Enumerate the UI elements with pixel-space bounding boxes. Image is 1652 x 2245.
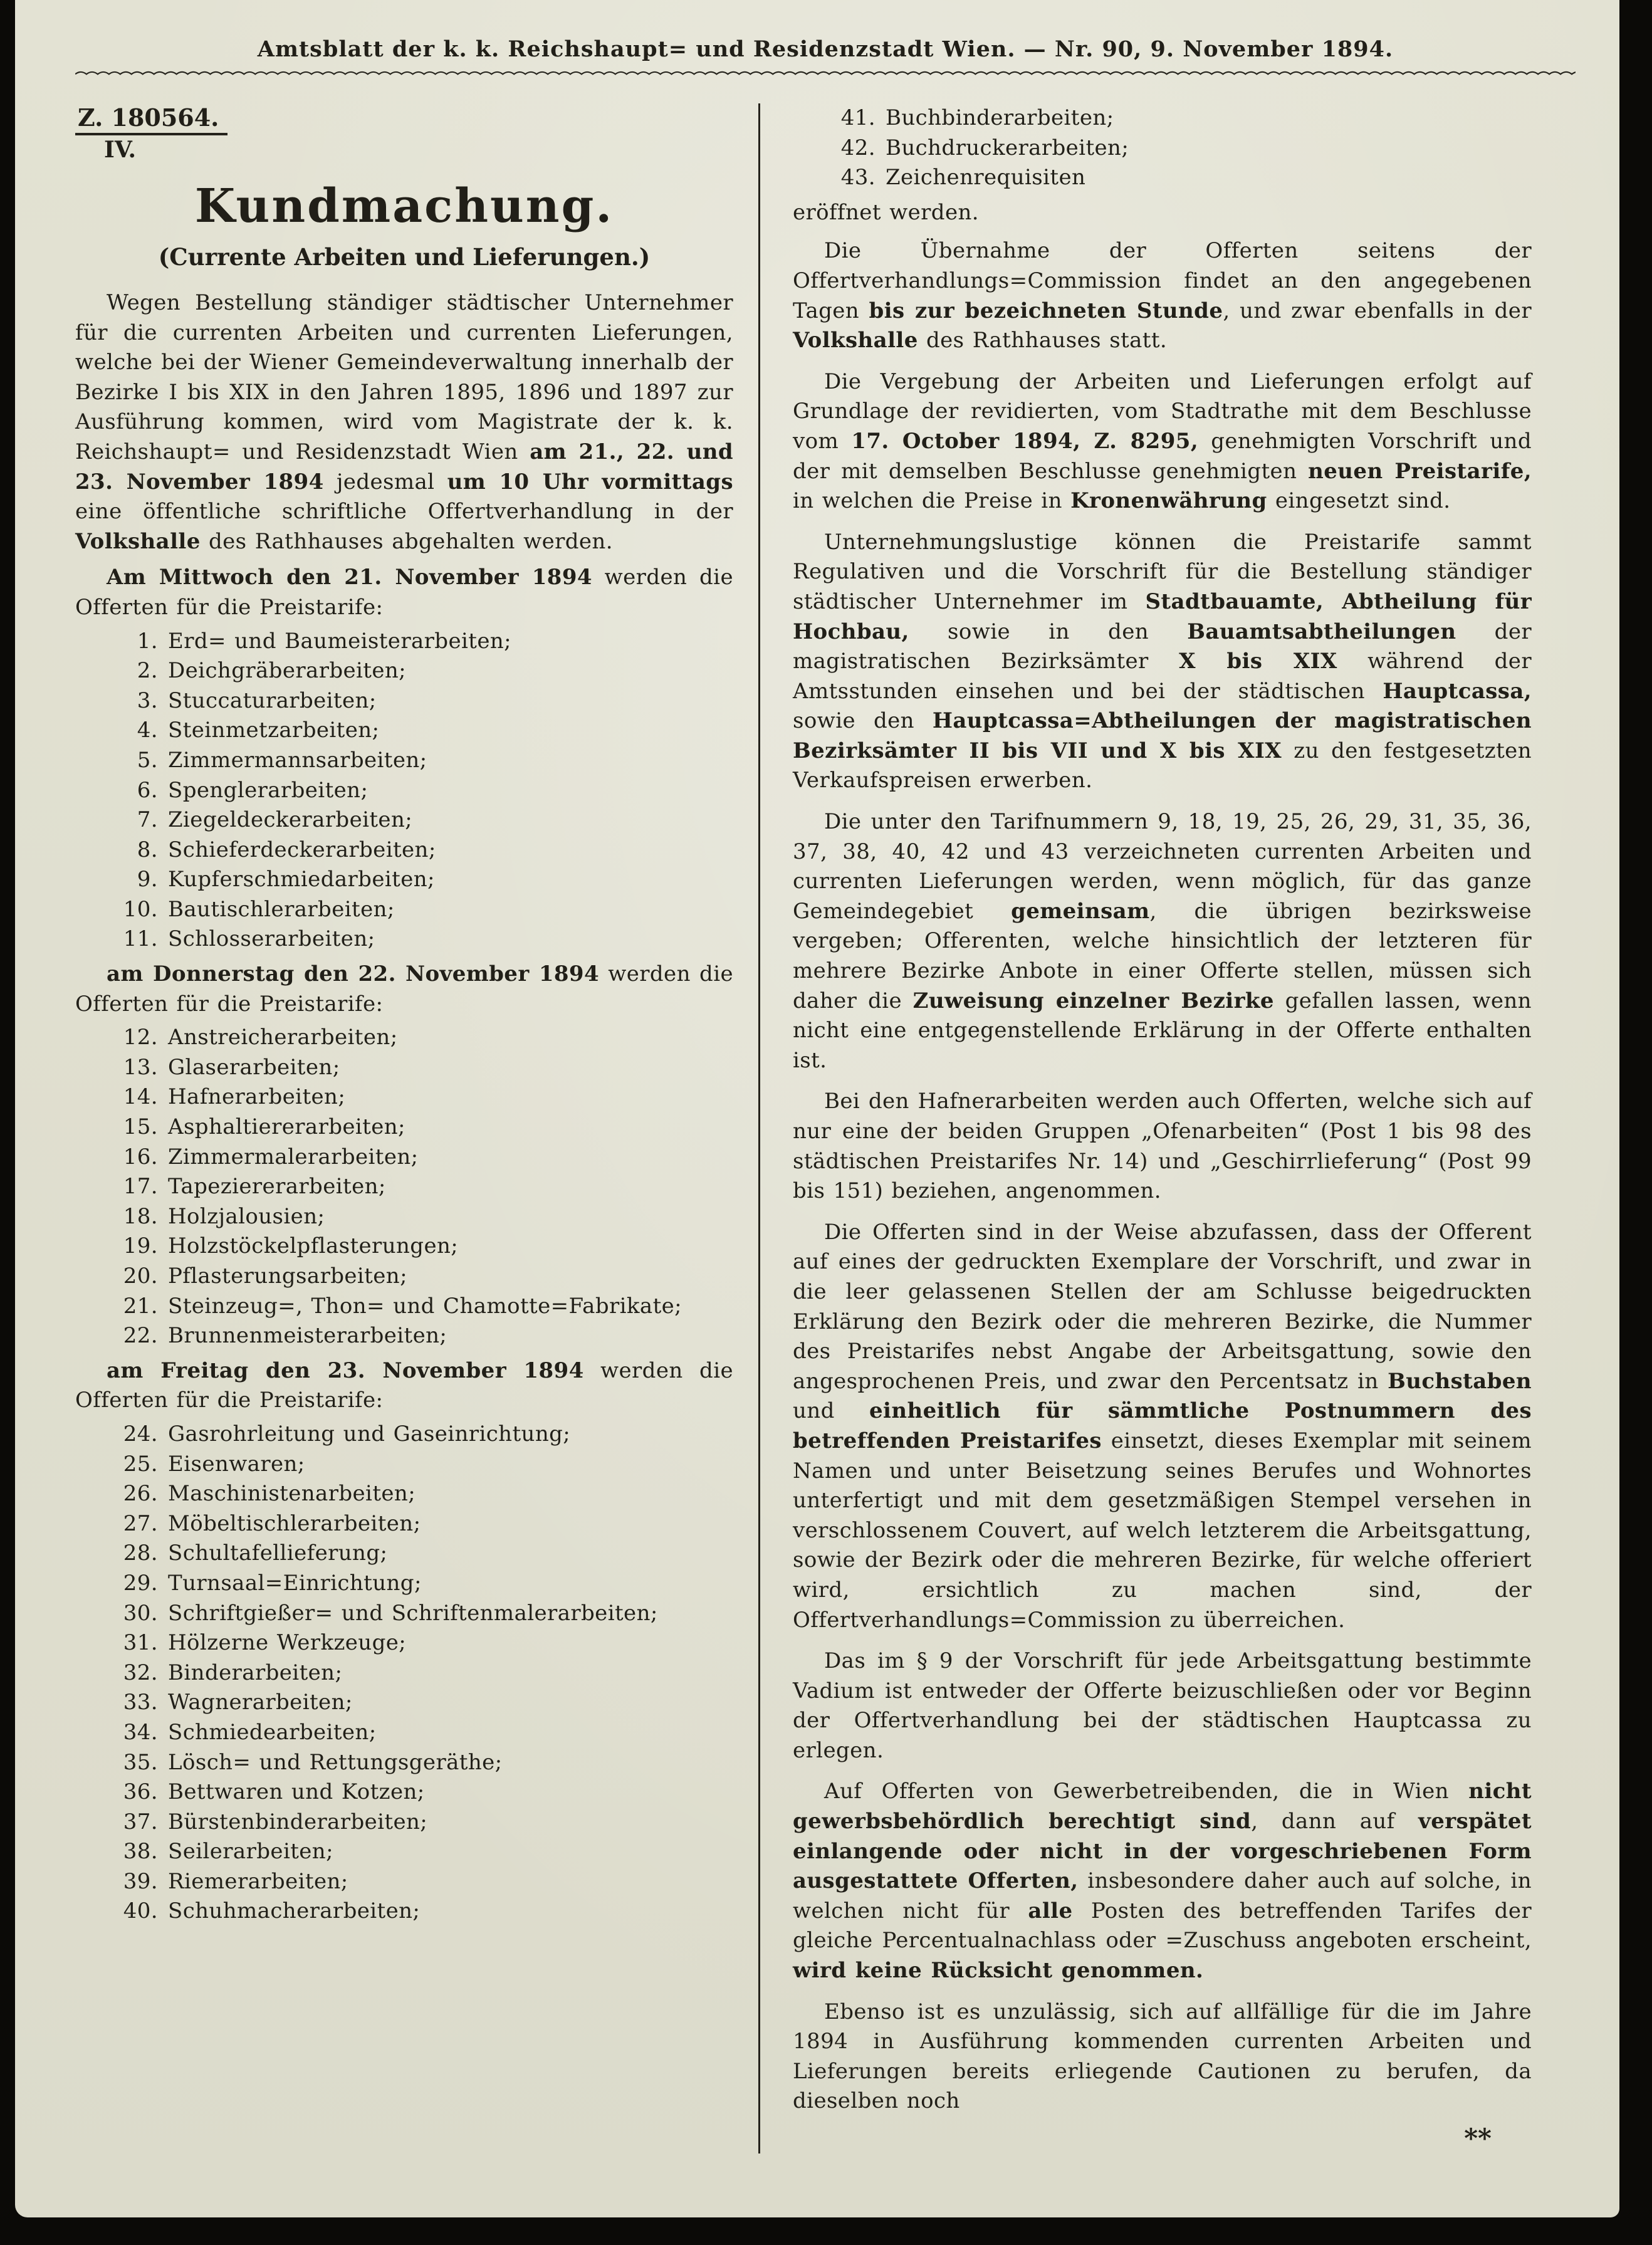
list-item bbox=[103, 1628, 733, 1658]
item-number: 16. bbox=[123, 1144, 158, 1170]
item-number: 30. bbox=[123, 1600, 158, 1626]
list-item bbox=[103, 895, 733, 925]
tariff-list-continued bbox=[793, 103, 1532, 193]
tariff-list-day1 bbox=[75, 627, 733, 955]
item-text: Wagnerarbeiten; bbox=[168, 1690, 353, 1715]
item-number: 18. bbox=[123, 1203, 158, 1229]
item-text: Steinmetzarbeiten; bbox=[168, 718, 380, 743]
list-item bbox=[103, 805, 733, 835]
item-text: Binderarbeiten; bbox=[168, 1660, 343, 1685]
item-text: Kupferschmiedarbeiten; bbox=[168, 867, 435, 892]
list-item bbox=[103, 1420, 733, 1450]
item-text: Gasrohrleitung und Gaseinrichtung; bbox=[168, 1421, 571, 1447]
item-text: Erd= und Baumeisterarbeiten; bbox=[168, 628, 511, 654]
item-number: 19. bbox=[123, 1233, 158, 1259]
list-item bbox=[103, 1232, 733, 1262]
paragraph-unternehmungslustige: Unternehmungslustige können die Preistarife sammt Regulativen und die Vorschrift für die Bestellung ständiger städtischer Unternehmer im Stadtbauamte, Abtheilung für Hochbau, sowie in den Bauamtsabtheilungen der magistratischen Bezirksämter X bis XIX während der Amtsstunden einsehen und bei der städtischen Hauptcassa, sowie den Hauptcassa=Abtheilungen der magistratischen Bezirksämter II bis VII und X bis XIX zu den festgesetzten Verkaufspreisen erwerben. bbox=[793, 529, 1532, 793]
item-text: Zimmermalerarbeiten; bbox=[168, 1144, 419, 1170]
list-item bbox=[103, 1202, 733, 1232]
item-text: Asphaltiererarbeiten; bbox=[168, 1114, 405, 1140]
paragraph-vergebung: Die Vergebung der Arbeiten und Lieferungen erfolgt auf Grundlage der revidierten, vom Stadtrathe mit dem Beschlusse vom 17. October 1894, Z. 8295, genehmigten Vorschrift und der mit demselben Beschlusse genehmigten neuen Preistarife, in welchen die Preise in Kronenwährung eingesetzt sind. bbox=[793, 369, 1532, 514]
closing-line: eröffnet werden. bbox=[793, 199, 979, 225]
list-item bbox=[103, 835, 733, 866]
item-number: 11. bbox=[123, 926, 158, 952]
item-number: 36. bbox=[123, 1779, 158, 1805]
list-item bbox=[103, 746, 733, 776]
list-item bbox=[103, 1688, 733, 1718]
item-number: 13. bbox=[123, 1054, 158, 1080]
list-item bbox=[820, 163, 1532, 193]
item-text: Buchdruckerarbeiten; bbox=[886, 135, 1129, 160]
list-item bbox=[103, 627, 733, 657]
list-item bbox=[820, 133, 1532, 164]
item-number: 31. bbox=[123, 1630, 158, 1656]
item-text: Holzjalousien; bbox=[168, 1203, 325, 1229]
item-text: Maschinistenarbeiten; bbox=[168, 1481, 416, 1507]
item-text: Schultafellieferung; bbox=[168, 1541, 388, 1566]
list-item bbox=[103, 1897, 733, 1927]
item-number: 3. bbox=[137, 688, 158, 713]
item-number: 28. bbox=[123, 1541, 158, 1566]
item-text: Spenglerarbeiten; bbox=[168, 777, 369, 803]
paragraph-abfassung: Die Offerten sind in der Weise abzufassen, dass der Offerent auf eines der gedruckten Exemplare der Vorschrift, und zwar in die leer gelassenen Stellen der am Schlusse beigedruckten Erklärung den Bezirk oder die mehreren Bezirke, die Nummer des Preistarifes nebst Angabe der Arbeitsgattung, sowie den angesprochenen Preis, und zwar den Percentsatz in Buchstaben und einheitlich für sämmtliche Postnummern des betreffenden Preistarifes einsetzt, dieses Exemplar mit seinem Namen und unter Beisetzung seines Berufes und Wohnortes unterfertigt und mit dem gesetzmäßigen Stempel versehen in verschlossenem Couvert, auf welch letzterem die Arbeitsgattung, sowie der Bezirk oder die mehreren Bezirke, für welche offeriert wird, ersichtlich zu machen sind, der Offertverhandlungs=Commission zu überreichen. bbox=[793, 1219, 1532, 1633]
paper bbox=[15, 0, 1619, 2217]
item-number: 38. bbox=[123, 1839, 158, 1865]
list-item bbox=[103, 1777, 733, 1808]
list-item bbox=[103, 1172, 733, 1202]
item-number: 21. bbox=[123, 1293, 158, 1319]
item-number: 6. bbox=[137, 777, 158, 803]
list-item bbox=[103, 1479, 733, 1509]
list-item bbox=[103, 924, 733, 955]
right-column bbox=[758, 103, 1576, 2153]
list-item bbox=[103, 1509, 733, 1539]
item-number: 9. bbox=[137, 867, 158, 892]
item-number: 27. bbox=[123, 1510, 158, 1536]
list-item bbox=[103, 865, 733, 895]
item-number: 37. bbox=[123, 1809, 158, 1834]
list-item bbox=[103, 1112, 733, 1143]
item-text: Seilerarbeiten; bbox=[168, 1839, 333, 1865]
list-item bbox=[103, 1321, 733, 1351]
list-item bbox=[103, 1569, 733, 1599]
list-item bbox=[103, 1023, 733, 1053]
item-number: 34. bbox=[123, 1719, 158, 1745]
item-text: Turnsaal=Einrichtung; bbox=[168, 1570, 422, 1596]
list-item bbox=[103, 1658, 733, 1688]
item-number: 17. bbox=[123, 1174, 158, 1200]
item-number: 42. bbox=[840, 135, 876, 160]
item-text: Stuccaturarbeiten; bbox=[168, 688, 377, 713]
item-text: Pflasterungsarbeiten; bbox=[168, 1264, 407, 1289]
item-number: 14. bbox=[123, 1084, 158, 1110]
section-number: IV. bbox=[104, 137, 137, 163]
item-text: Tapeziererarbeiten; bbox=[168, 1174, 386, 1200]
item-number: 22. bbox=[123, 1323, 158, 1349]
item-text: Möbeltischlerarbeiten; bbox=[168, 1510, 421, 1536]
item-number: 39. bbox=[123, 1868, 158, 1894]
item-number: 26. bbox=[123, 1481, 158, 1507]
item-number: 32. bbox=[123, 1660, 158, 1685]
item-text: Buchbinderarbeiten; bbox=[886, 105, 1114, 130]
list-item bbox=[103, 1082, 733, 1112]
item-number: 1. bbox=[137, 628, 158, 654]
item-text: Ziegeldeckerarbeiten; bbox=[168, 807, 413, 833]
item-number: 35. bbox=[123, 1749, 158, 1775]
page-subtitle: (Currente Arbeiten und Lieferungen.) bbox=[158, 243, 651, 271]
schedule-heading-day3: am Freitag den 23. November 1894 werden die Offerten für die Preistarife: bbox=[75, 1358, 733, 1413]
list-item bbox=[103, 776, 733, 806]
list-item bbox=[103, 1837, 733, 1867]
item-number: 25. bbox=[123, 1451, 158, 1477]
list-item bbox=[103, 1450, 733, 1480]
item-text: Bettwaren und Kotzen; bbox=[168, 1779, 425, 1805]
item-number: 29. bbox=[123, 1570, 158, 1596]
list-item bbox=[103, 1292, 733, 1322]
list-item bbox=[103, 1599, 733, 1629]
page-title: Kundmachung. bbox=[194, 179, 614, 233]
list-item bbox=[103, 1539, 733, 1569]
item-text: Riemerarbeiten; bbox=[168, 1868, 348, 1894]
item-number: 24. bbox=[123, 1421, 158, 1447]
ref-number: Z. 180564. bbox=[75, 103, 227, 135]
item-text: Deichgräberarbeiten; bbox=[168, 658, 407, 684]
content-columns bbox=[75, 103, 1576, 2153]
item-number: 2. bbox=[137, 658, 158, 684]
item-number: 20. bbox=[123, 1264, 158, 1289]
list-item bbox=[103, 1718, 733, 1748]
masthead bbox=[75, 36, 1576, 77]
footer-mark: ** bbox=[1464, 2123, 1492, 2153]
list-item bbox=[103, 1143, 733, 1173]
item-number: 40. bbox=[123, 1898, 158, 1924]
item-text: Zeichenrequisiten bbox=[886, 165, 1086, 191]
item-text: Lösch= und Rettungsgeräthe; bbox=[168, 1749, 503, 1775]
item-text: Glaserarbeiten; bbox=[168, 1054, 340, 1080]
list-item bbox=[103, 686, 733, 716]
left-column bbox=[75, 103, 758, 2153]
wavy-rule bbox=[75, 68, 1576, 77]
paragraph-tarifnummern: Die unter den Tarifnummern 9, 18, 19, 25, 26, 29, 31, 35, 36, 37, 38, 40, 42 und 43 verzeichneten currenten Arbeiten und currenten Lieferungen werden, wenn möglich, für das ganze Gemeindegebiet gemeinsam, die übrigen bezirksweise vergeben; Offerenten, welche hinsichtlich der letzteren für mehrere Bezirke Anbote in einer Offerte stellen, müssen sich daher die Zuweisung einzelner Bezirke gefallen lassen, wenn nicht eine entgegenstellende Erklärung in der Offerte enthalten ist. bbox=[793, 809, 1532, 1073]
item-text: Bürstenbinderarbeiten; bbox=[168, 1809, 428, 1834]
item-text: Schlosserarbeiten; bbox=[168, 926, 375, 952]
item-text: Hafnerarbeiten; bbox=[168, 1084, 346, 1110]
item-text: Schieferdeckerarbeiten; bbox=[168, 837, 436, 862]
item-number: 33. bbox=[123, 1690, 158, 1715]
list-item bbox=[103, 1262, 733, 1292]
item-text: Eisenwaren; bbox=[168, 1451, 305, 1477]
item-number: 7. bbox=[137, 807, 158, 833]
paragraph-hafnerarbeiten: Bei den Hafnerarbeiten werden auch Offerten, welche sich auf nur eine der beiden Gruppen „Ofenarbeiten“ (Post 1 bis 98 des städtischen Preistarifes Nr. 14) und „Geschirrlieferung“ (Post 99 bis 151) beziehen, angenommen. bbox=[793, 1089, 1532, 1204]
item-number: 5. bbox=[137, 747, 158, 773]
item-number: 10. bbox=[123, 896, 158, 922]
item-number: 8. bbox=[137, 837, 158, 862]
masthead-title: Amtsblatt der k. k. Reichshaupt= und Residenzstadt Wien. — Nr. 90, 9. November 1894. bbox=[257, 36, 1394, 62]
paragraph-keine-ruecksicht: Auf Offerten von Gewerbetreibenden, die in Wien nicht gewerbsbehördlich berechtigt sind, dann auf verspätet einlangende oder nicht in der vorgeschriebenen Form ausgestattete Offerten, insbesondere daher auch auf solche, in welchen nicht für alle Posten des betreffenden Tarifes der gleiche Percentualnachlass oder =Zuschuss angeboten erscheint, wird keine Rücksicht genommen. bbox=[793, 1779, 1532, 1984]
tariff-list-day2 bbox=[75, 1023, 733, 1351]
paragraph-ebenso: Ebenso ist es unzulässig, sich auf allfällige für die im Jahre 1894 in Ausführung kommenden currenten Arbeiten und Lieferungen bereits erliegende Cautionen zu berufen, da dieselben noch bbox=[793, 1999, 1532, 2114]
list-item bbox=[103, 1808, 733, 1838]
item-text: Zimmermannsarbeiten; bbox=[168, 747, 427, 773]
item-text: Schmiedearbeiten; bbox=[168, 1719, 377, 1745]
schedule-heading-day1: Am Mittwoch den 21. November 1894 werden die Offerten für die Preistarife: bbox=[75, 565, 733, 620]
item-text: Steinzeug=, Thon= und Chamotte=Fabrikate; bbox=[168, 1293, 682, 1319]
item-text: Brunnenmeisterarbeiten; bbox=[168, 1323, 447, 1349]
list-item bbox=[103, 1867, 733, 1897]
item-text: Hölzerne Werkzeuge; bbox=[168, 1630, 407, 1656]
paragraph-vadium: Das im § 9 der Vorschrift für jede Arbeitsgattung bestimmte Vadium ist entweder der Offerte beizuschließen oder vor Beginn der Offertverhandlung bei der städtischen Hauptcassa zu erlegen. bbox=[793, 1648, 1532, 1763]
item-number: 43. bbox=[840, 165, 876, 191]
item-text: Bautischlerarbeiten; bbox=[168, 896, 395, 922]
list-item bbox=[103, 1053, 733, 1083]
tariff-list-day3 bbox=[75, 1420, 733, 1927]
reference-block bbox=[75, 103, 733, 163]
list-item bbox=[103, 1748, 733, 1778]
item-number: 12. bbox=[123, 1025, 158, 1050]
item-text: Schuhmacherarbeiten; bbox=[168, 1898, 421, 1924]
paragraph-uebernahme: Die Übernahme der Offerten seitens der Offertverhandlungs=Commission findet an den angegebenen Tagen bis zur bezeichneten Stunde, und zwar ebenfalls in der Volkshalle des Rathhauses statt. bbox=[793, 238, 1532, 353]
item-text: Schriftgießer= und Schriftenmalerarbeiten; bbox=[168, 1600, 658, 1626]
intro-paragraph: Wegen Bestellung ständiger städtischer Unternehmer für die currenten Arbeiten und currenten Lieferungen, welche bei der Wiener Gemeindeverwaltung innerhalb der Bezirke I bis XIX in den Jahren 1895, 1896 und 1897 zur Ausführung kommen, wird vom Magistrate der k. k. Reichshaupt= und Residenzstadt Wien am 21., 22. und 23. November 1894 jedesmal um 10 Uhr vormittags eine öffentliche schriftliche Offertverhandlung in der Volkshalle des Rathhauses abgehalten werden. bbox=[75, 290, 733, 554]
list-item bbox=[103, 716, 733, 746]
item-text: Holzstöckelpflasterungen; bbox=[168, 1233, 459, 1259]
item-number: 41. bbox=[840, 105, 876, 130]
item-text: Anstreicherarbeiten; bbox=[168, 1025, 398, 1050]
item-number: 15. bbox=[123, 1114, 158, 1140]
list-item bbox=[103, 656, 733, 686]
item-number: 4. bbox=[137, 718, 158, 743]
schedule-heading-day2: am Donnerstag den 22. November 1894 werden die Offerten für die Preistarife: bbox=[75, 961, 733, 1017]
list-item bbox=[820, 103, 1532, 133]
